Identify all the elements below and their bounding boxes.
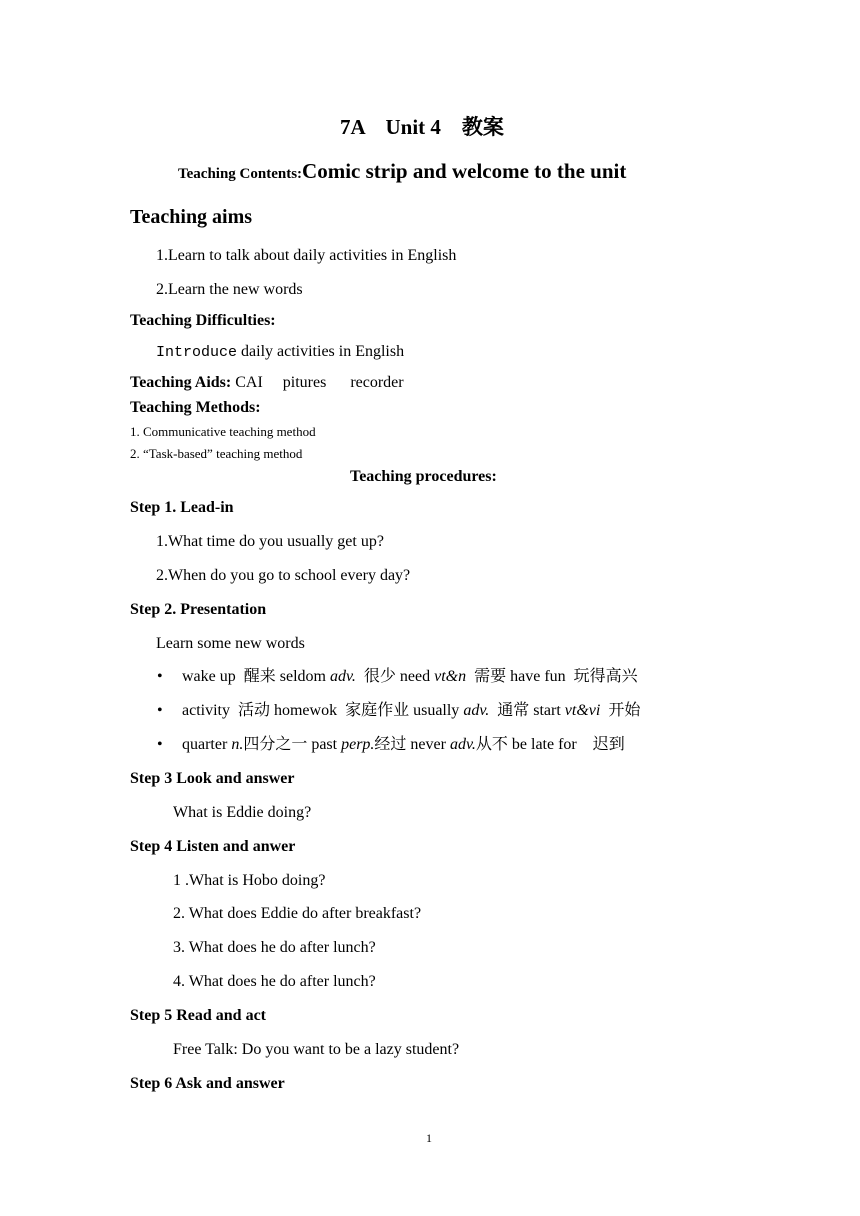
vocab-text: activity 活动 homewok 家庭作业 usually [182,702,464,719]
vocab-text: 需要 have fun 玩得高兴 [466,668,638,685]
methods-heading: Teaching Methods: [130,399,261,416]
step2-intro: Learn some new words [156,635,305,652]
vocab-line-1 [182,669,638,685]
vocab-pos: vt&vi [564,702,601,719]
procedures-heading: Teaching procedures: [350,468,497,485]
page-title: 7A Unit 4 教案 [340,115,504,139]
vocab-line-2 [182,703,640,719]
vocab-pos: perp. [341,736,375,753]
methods-item-1: 1. Communicative teaching method [130,424,316,439]
vocab-text: wake up 醒来 seldom [182,668,330,685]
vocab-text: 从不 be late for 迟到 [475,736,625,753]
bullet-1: • [157,668,163,685]
step4-item-1: 1 .What is Hobo doing? [173,872,326,889]
step6-heading: Step 6 Ask and answer [130,1075,285,1092]
aids-label: Teaching Aids: [130,374,232,391]
bullet-3: • [157,736,163,753]
vocab-pos: vt&n [434,668,467,685]
vocab-text: quarter [182,736,232,753]
step4-item-3: 3. What does he do after lunch? [173,939,376,956]
step1-item-2: 2.When do you go to school every day? [156,567,411,584]
vocab-pos: adv. [449,736,476,753]
vocab-pos: adv. [329,668,356,685]
teaching-aids [130,375,404,391]
vocab-text: 很少 need [355,668,435,685]
teaching-contents-value: Comic strip and welcome to the unit [302,159,627,183]
vocab-pos: adv. [463,702,490,719]
page-number: 1 [426,1131,432,1145]
step3-heading: Step 3 Look and answer [130,770,295,787]
step5-heading: Step 5 Read and act [130,1007,267,1024]
vocab-text: 通常 start [489,702,565,719]
methods-item-2: 2. “Task-based” teaching method [130,446,303,461]
step1-item-1: 1.What time do you usually get up? [156,533,384,550]
vocab-text: 开始 [600,702,641,719]
step1-heading: Step 1. Lead-in [130,499,234,516]
difficulties-heading: Teaching Difficulties: [130,312,276,329]
step4-heading: Step 4 Listen and anwer [130,838,296,855]
aims-item-1: 1.Learn to talk about daily activities in English [156,247,457,264]
vocab-text: 四分之一 past [243,736,342,753]
vocab-text: 经过 never [374,736,450,753]
teaching-contents-label: Teaching Contents: [178,166,303,182]
difficulties-text [156,344,404,360]
aims-heading: Teaching aims [130,206,253,228]
step4-item-4: 4. What does he do after lunch? [173,973,376,990]
teaching-contents [178,161,626,182]
difficulties-word: Introduce [156,344,238,361]
step3-item-1: What is Eddie doing? [173,804,312,821]
vocab-line-3 [182,737,625,753]
aims-item-2: 2.Learn the new words [156,281,303,298]
step4-item-2: 2. What does Eddie do after breakfast? [173,905,422,922]
bullet-2: • [157,702,163,719]
difficulties-rest: daily activities in English [237,343,405,360]
step5-item-1: Free Talk: Do you want to be a lazy student? [173,1041,460,1058]
vocab-pos: n. [231,736,244,753]
aids-value: CAI pitures recorder [231,374,404,391]
step2-heading: Step 2. Presentation [130,601,267,618]
